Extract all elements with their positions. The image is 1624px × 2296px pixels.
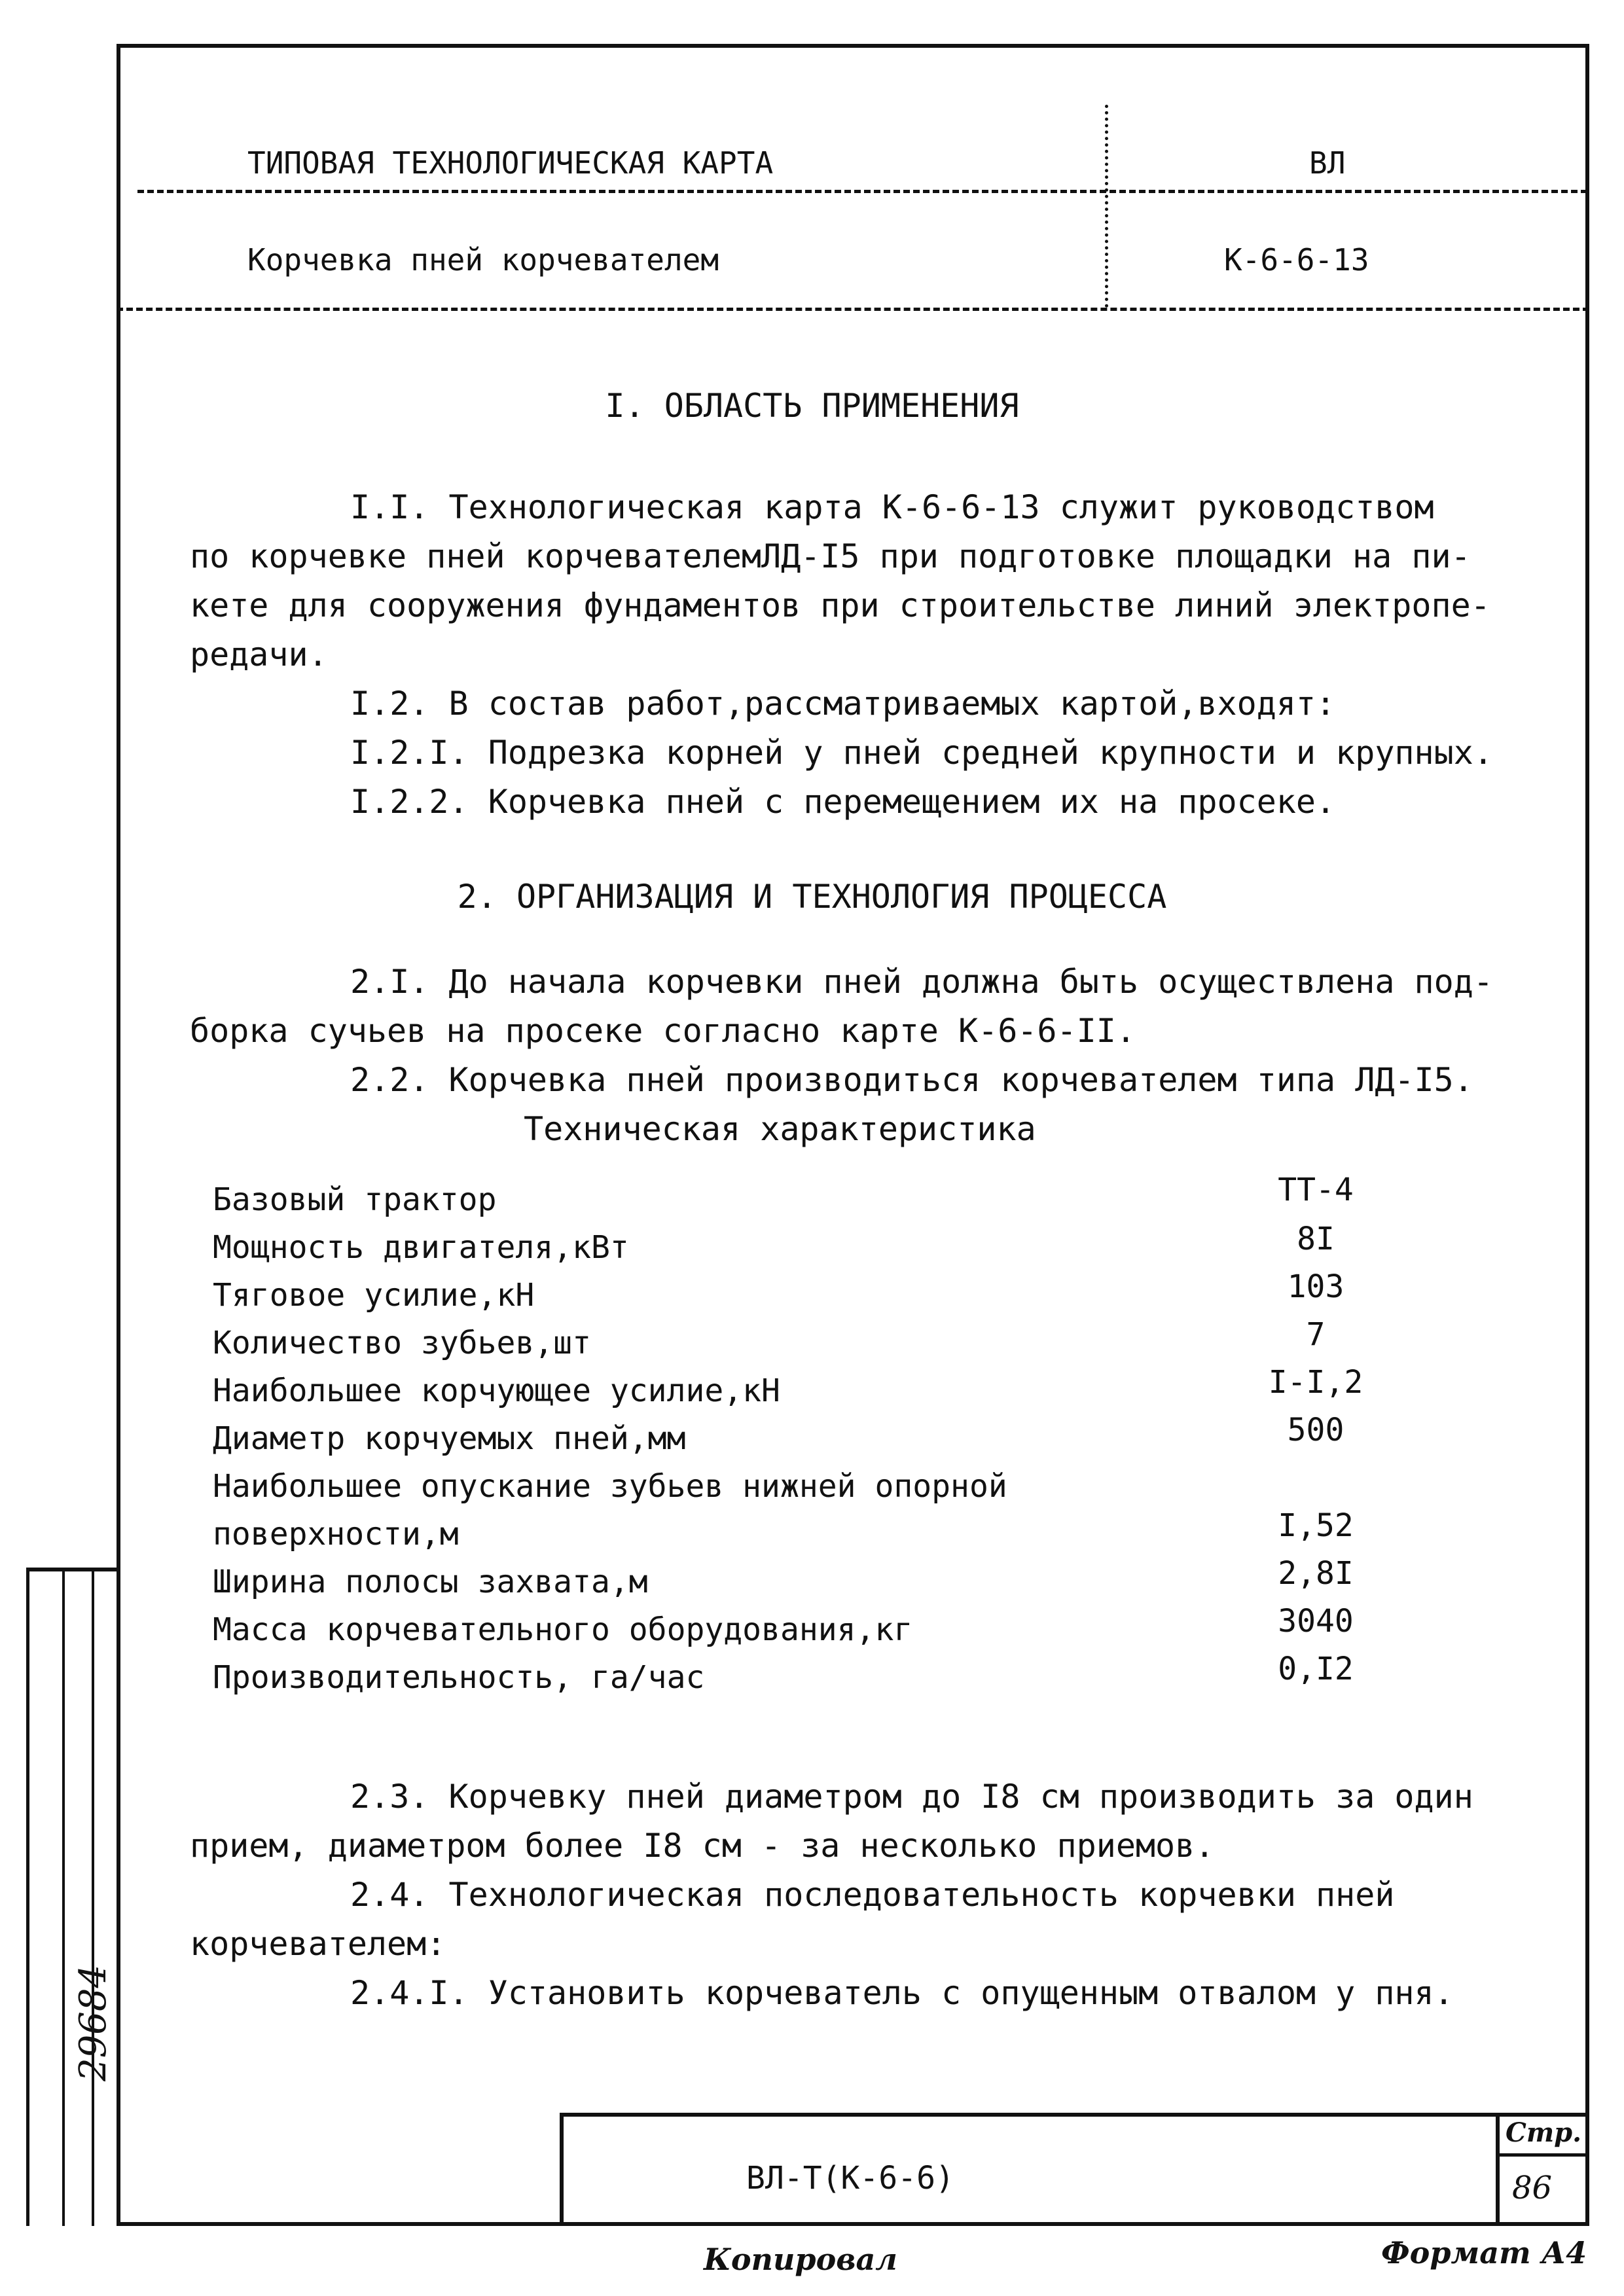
spec-heading: Техническая характеристика [524,1110,1036,1148]
spec-value: 2,8I [1278,1555,1354,1592]
stamp-document-code: ВЛ-Т(К-6-6) [746,2160,954,2197]
document-subtitle: Корчевка пней корчевателем [247,242,719,278]
paragraph-1-1-line-4: редачи. [190,636,328,673]
spec-label: Диаметр корчуемых пней,мм [213,1420,686,1457]
spec-value: ТТ-4 [1278,1172,1354,1208]
paragraph-1-2: I.2. В состав работ,рассматриваемых картой,входят: [350,685,1336,723]
header-column-divider [1105,105,1108,308]
page-number: 86 [1512,2170,1553,2206]
paragraph-2-4-line-1: 2.4. Технологическая последовательность корчевки пней [350,1876,1395,1914]
spec-value: I-I,2 [1268,1364,1363,1401]
page-label: Стр. [1506,2117,1582,2148]
inventory-number: 29684 [72,1964,115,2081]
spec-value: 0,I2 [1278,1651,1354,1687]
footer-format: Формат А4 [1381,2235,1587,2270]
section-1-heading: I. ОБЛАСТЬ ПРИМЕНЕНИЯ [605,387,1019,425]
paragraph-1-1-line-1: I.I. Технологическая карта К-6-6-13 служит руководством [350,488,1434,526]
spec-value: 3040 [1278,1603,1354,1640]
spec-label: Наибольшее опускание зубьев нижней опорной [213,1468,1007,1505]
spec-label: Производительность, га/час [213,1659,705,1696]
paragraph-2-2: 2.2. Корчевка пней производиться корчевателем типа ЛД-I5. [350,1061,1473,1099]
spec-value: 103 [1287,1268,1344,1305]
spec-label: Количество зубьев,шт [213,1325,591,1361]
title-block [560,2113,1589,2226]
spec-label: Масса корчевательного оборудования,кг [213,1611,913,1648]
spec-value: 8I [1297,1221,1335,1257]
spec-label: Наибольшее корчующее усилие,кН [213,1372,780,1409]
paragraph-2-3-line-1: 2.3. Корчевку пней диаметром до I8 см производить за один [350,1778,1473,1816]
spec-label: Ширина полосы захвата,м [213,1564,648,1600]
document-type-title: ТИПОВАЯ ТЕХНОЛОГИЧЕСКАЯ КАРТА [247,145,774,181]
paragraph-1-2-1: I.2.I. Подрезка корней у пней средней крупности и крупных. [350,734,1493,772]
header-divider [137,190,1587,193]
paragraph-2-1-line-2: борка сучьев на просеке согласно карте К-6-6-II. [190,1012,1136,1050]
section-2-heading: 2. ОРГАНИЗАЦИЯ И ТЕХНОЛОГИЯ ПРОЦЕССА [457,878,1167,916]
paragraph-2-3-line-2: прием, диаметром более I8 см - за несколько приемов. [190,1827,1215,1865]
spec-label: Базовый трактор [213,1181,497,1218]
header-bottom-divider [117,308,1589,311]
spec-value: 500 [1287,1412,1344,1448]
paragraph-1-2-2: I.2.2. Корчевка пней с перемещением их на просеке. [350,783,1336,821]
paragraph-2-1-line-1: 2.I. До начала корчевки пней должна быть осуществлена под- [350,963,1493,1001]
document-code: ВЛ [1309,145,1346,181]
footer-copied-by: Копировал [704,2242,897,2277]
spec-label: поверхности,м [213,1516,459,1552]
spec-label: Тяговое усилие,кН [213,1277,535,1314]
spec-value: I,52 [1278,1507,1354,1544]
paragraph-1-1-line-3: кете для сооружения фундаментов при строительстве линий электропе- [190,586,1490,624]
spec-value: 7 [1306,1316,1326,1353]
spec-label: Мощность двигателя,кВт [213,1229,629,1266]
side-binding-strip [26,1568,117,2226]
paragraph-2-4-1: 2.4.I. Установить корчеватель с опущенным отвалом у пня. [350,1974,1454,2012]
paragraph-1-1-line-2: по корчевке пней корчевателемЛД-I5 при подготовке площадки на пи- [190,537,1471,575]
paragraph-2-4-line-2: корчевателем: [190,1925,446,1963]
document-subtitle-code: К-6-6-13 [1224,242,1369,278]
